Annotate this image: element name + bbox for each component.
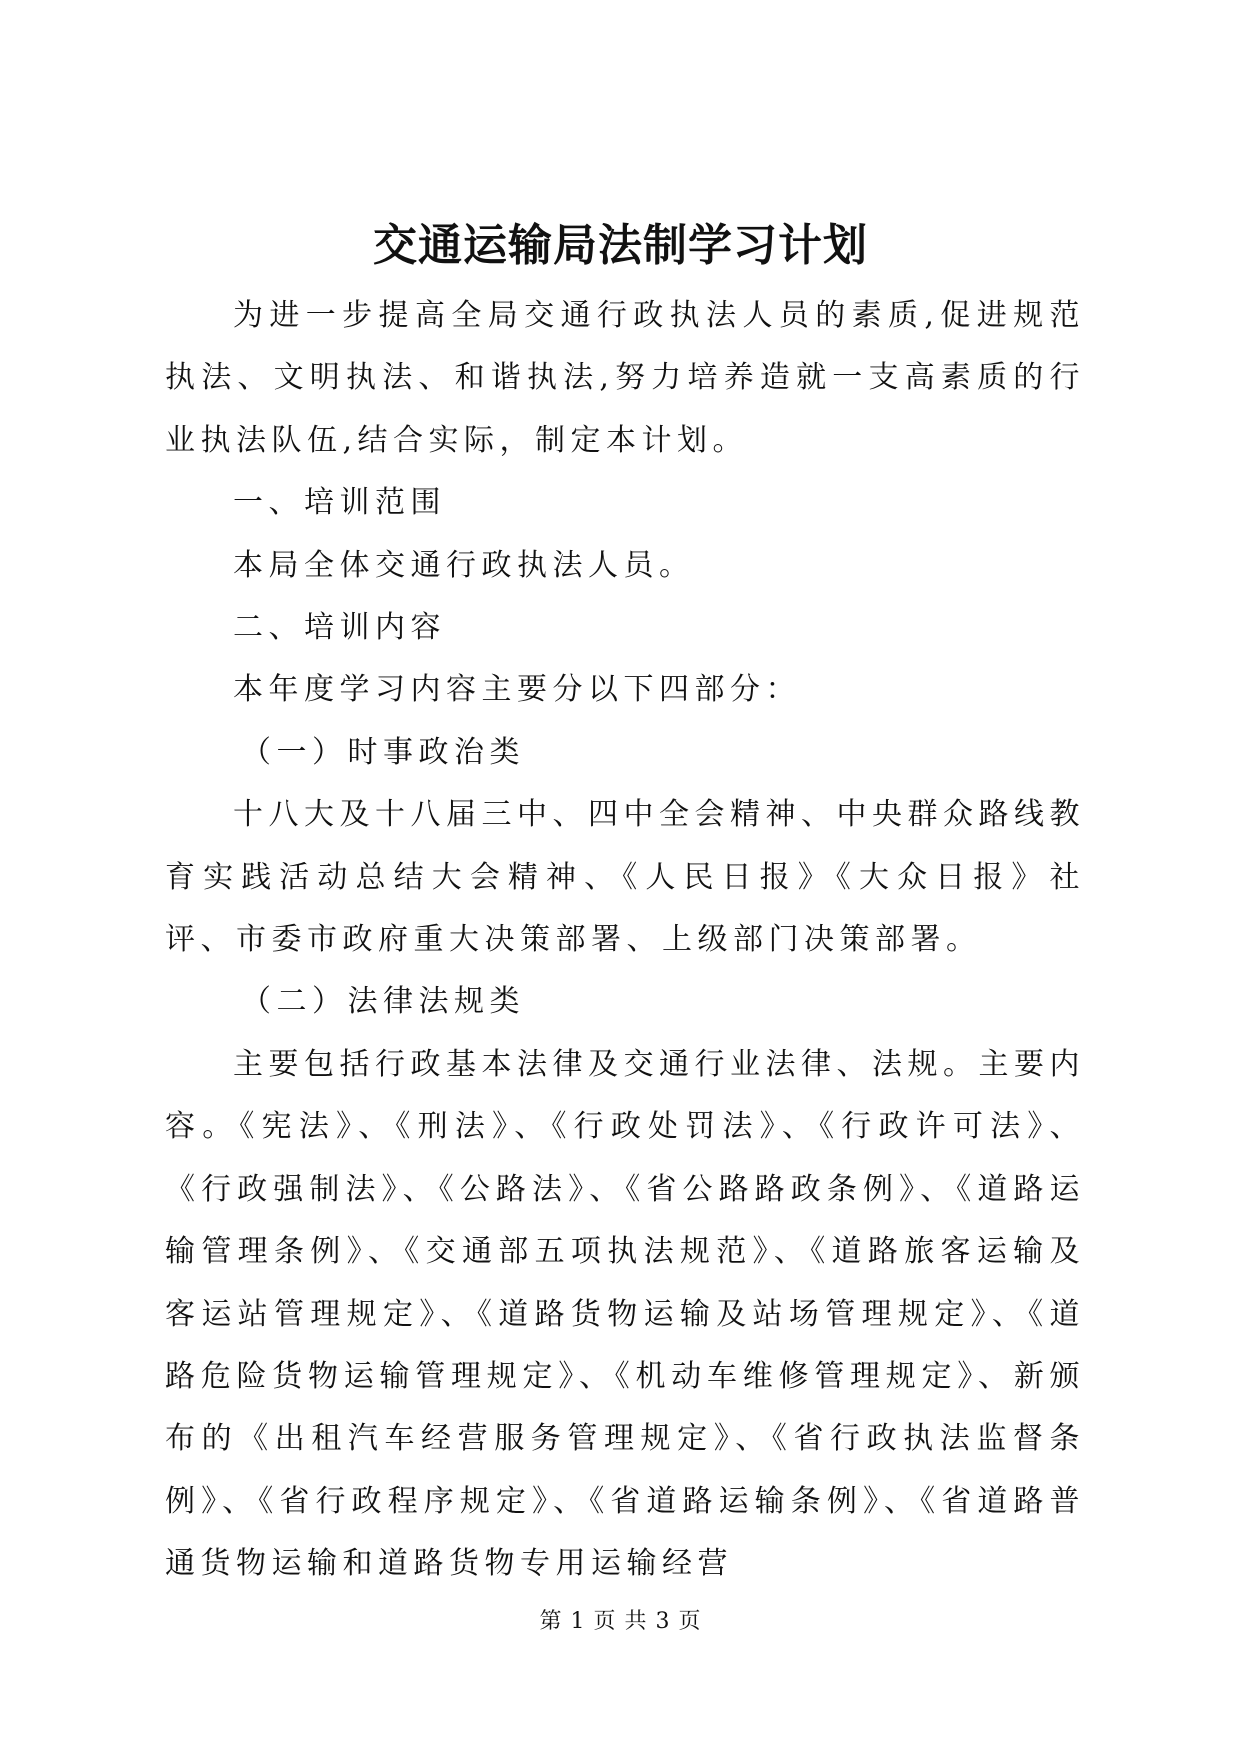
subheading-laws-regulations: （二）法律法规类 (241, 984, 525, 1020)
paragraph-training-scope: 本局全体交通行政执法人员。 (233, 547, 695, 583)
paragraph-laws-regulations: 主要包括行政基本法律及交通行业法律、法规。主要内容。《宪法》、《刑法》、《行政处罚法》、《行政许可法》、《行政强制法》、《公路法》、《省公路路政条例》、《道路运输管理条例》、《交通部五项执法规范》、《道路旅客运输及客运站管理规定》、《道路货物运输及站场管理规定》、《道路危险货物运输管理规定》、《机动车维修管理规定》、新颁布的《出租汽车经营服务管理规定》、《省行政执法监督条例》、《省行政程序规定》、《省道路运输条例》、《省道路普通货物运输和道路货物专用运输经营 (165, 1046, 1085, 1582)
heading-training-scope: 一、培训范围 (233, 485, 446, 521)
heading-training-content: 二、培训内容 (233, 610, 446, 646)
subheading-current-affairs: （一）时事政治类 (241, 734, 525, 770)
document-body (165, 285, 1085, 1596)
paragraph-content-intro: 本年度学习内容主要分以下四部分： (233, 672, 801, 708)
document-title: 交通运输局法制学习计划 (373, 220, 868, 271)
paragraph-intro: 为进一步提高全局交通行政执法人员的素质,促进规范执法、文明执法、和谐执法,努力培养造就一支高素质的行业执法队伍,结合实际，制定本计划。 (165, 298, 1085, 458)
paragraph-current-affairs: 十八大及十八届三中、四中全会精神、中央群众路线教育实践活动总结大会精神、《人民日报》《大众日报》社评、市委市政府重大决策部署、上级部门决策部署。 (165, 797, 1085, 958)
page-footer: 第 1 页 共 3 页 (539, 1609, 702, 1634)
